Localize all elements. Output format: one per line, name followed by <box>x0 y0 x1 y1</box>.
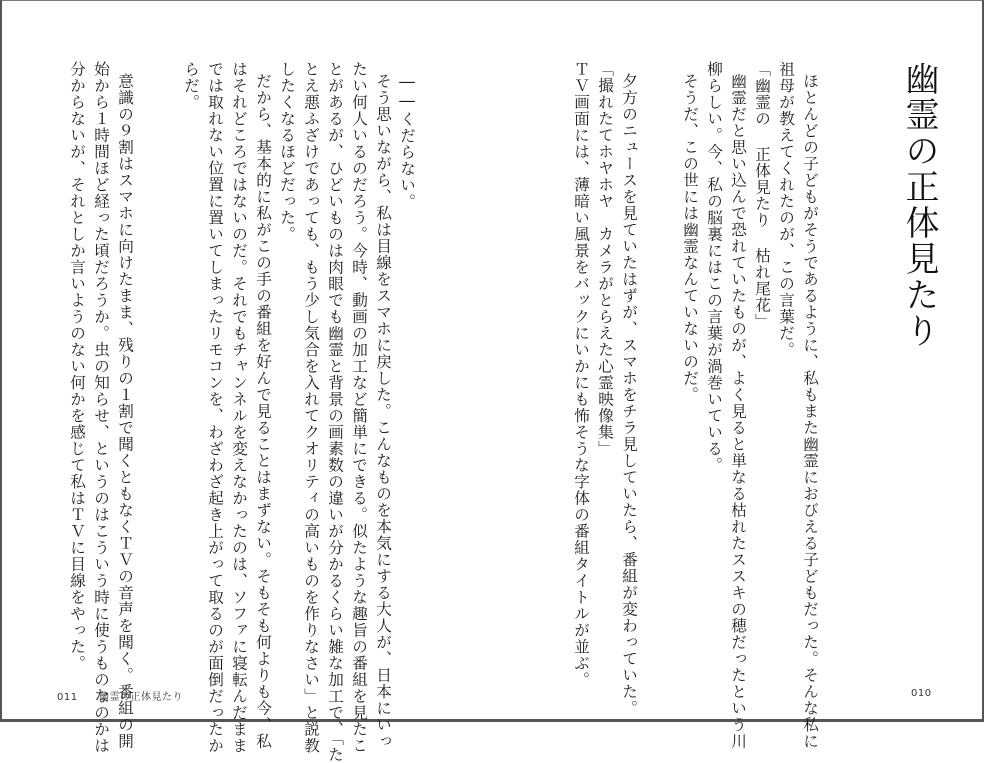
text-column: 「撮れたてホヤホヤ カメラがとらえた心霊映像集」 <box>596 61 614 457</box>
text-column: ほとんどの子どもがそうであるように、私もまた幽霊におびえる子どもだった。そんな私に <box>801 73 819 750</box>
text-column: とがあるが、ひどいものは肉眼でも幽霊と背景の画素数の違いが分かるくらい雑な加工で、「た <box>326 61 344 763</box>
text-column: ＴＶ画面には、薄暗い風景をバックにいかにも怖そうな字体の番組タイトルが並ぶ。 <box>572 61 590 688</box>
text-column: したくなるほどだった。 <box>278 61 296 243</box>
text-column: そう思いながら、私は目線をスマホに戻した。こんなものを本気にする大人が、日本にいっ <box>374 73 392 750</box>
text-column: ――くだらない。 <box>398 73 416 210</box>
chapter-title: 幽霊の正体見たり <box>899 61 939 349</box>
text-column: たい何人いるのだろう。今時、動画の加工など簡単にできる。似たような趣旨の番組を見たこ <box>350 61 368 754</box>
right-page-footer <box>911 688 932 699</box>
right-page-number: 010 <box>911 688 932 699</box>
text-column: 「幽霊の 正体見たり 枯れ尾花」 <box>753 61 771 330</box>
text-column: 意識の９割はスマホに向けたまま、残りの１割で聞くともなくＴＶの音声を聞く。番組の開 <box>116 73 134 750</box>
running-head: 幽霊の正体見たり <box>98 692 183 703</box>
text-column: そうだ、この世には幽霊なんていないのだ。 <box>681 73 699 403</box>
text-column: 幽霊だと思い込んで恐れていたものが、よく見ると単なる枯れたススキの穂だったという川 <box>729 73 747 750</box>
text-column: らだ。 <box>182 61 200 111</box>
left-page-footer <box>57 688 183 703</box>
text-column: 分からないが、それとしか言いようのない何かを感じて私はＴＶに目線をやった。 <box>68 61 86 672</box>
text-column: 祖母が教えてくれたのが、この言葉だ。 <box>777 61 795 358</box>
text-column: はそれどころではないのだ。それでもチャンネルを変えなかったのは、ソファに寝転んだまま <box>230 61 248 754</box>
left-page-number: 011 <box>57 692 78 703</box>
text-column: だから、基本的に私がこの手の番組を好んで見ることはまずない。そもそも何よりも今、私 <box>254 73 272 750</box>
text-column: では取れない位置に置いてしまったリモコンを、わざわざ起き上がって取るのが面倒だったか <box>206 61 224 754</box>
text-column: とえ悪ふざけであっても、もう少し気合を入れてクオリティの高いものを作りなさい」と説教 <box>302 61 320 754</box>
text-column: 柳らしい。今、私の脳裏にはこの言葉が渦巻いている。 <box>705 61 723 474</box>
text-column: 始から１時間ほど経った頃だろうか。虫の知らせ、というのはこういう時に使うものなのかは <box>92 61 110 754</box>
text-column: 夕方のニュースを見ていたはずが、スマホをチラ見していたら、番組が変わっていた。 <box>620 73 638 717</box>
